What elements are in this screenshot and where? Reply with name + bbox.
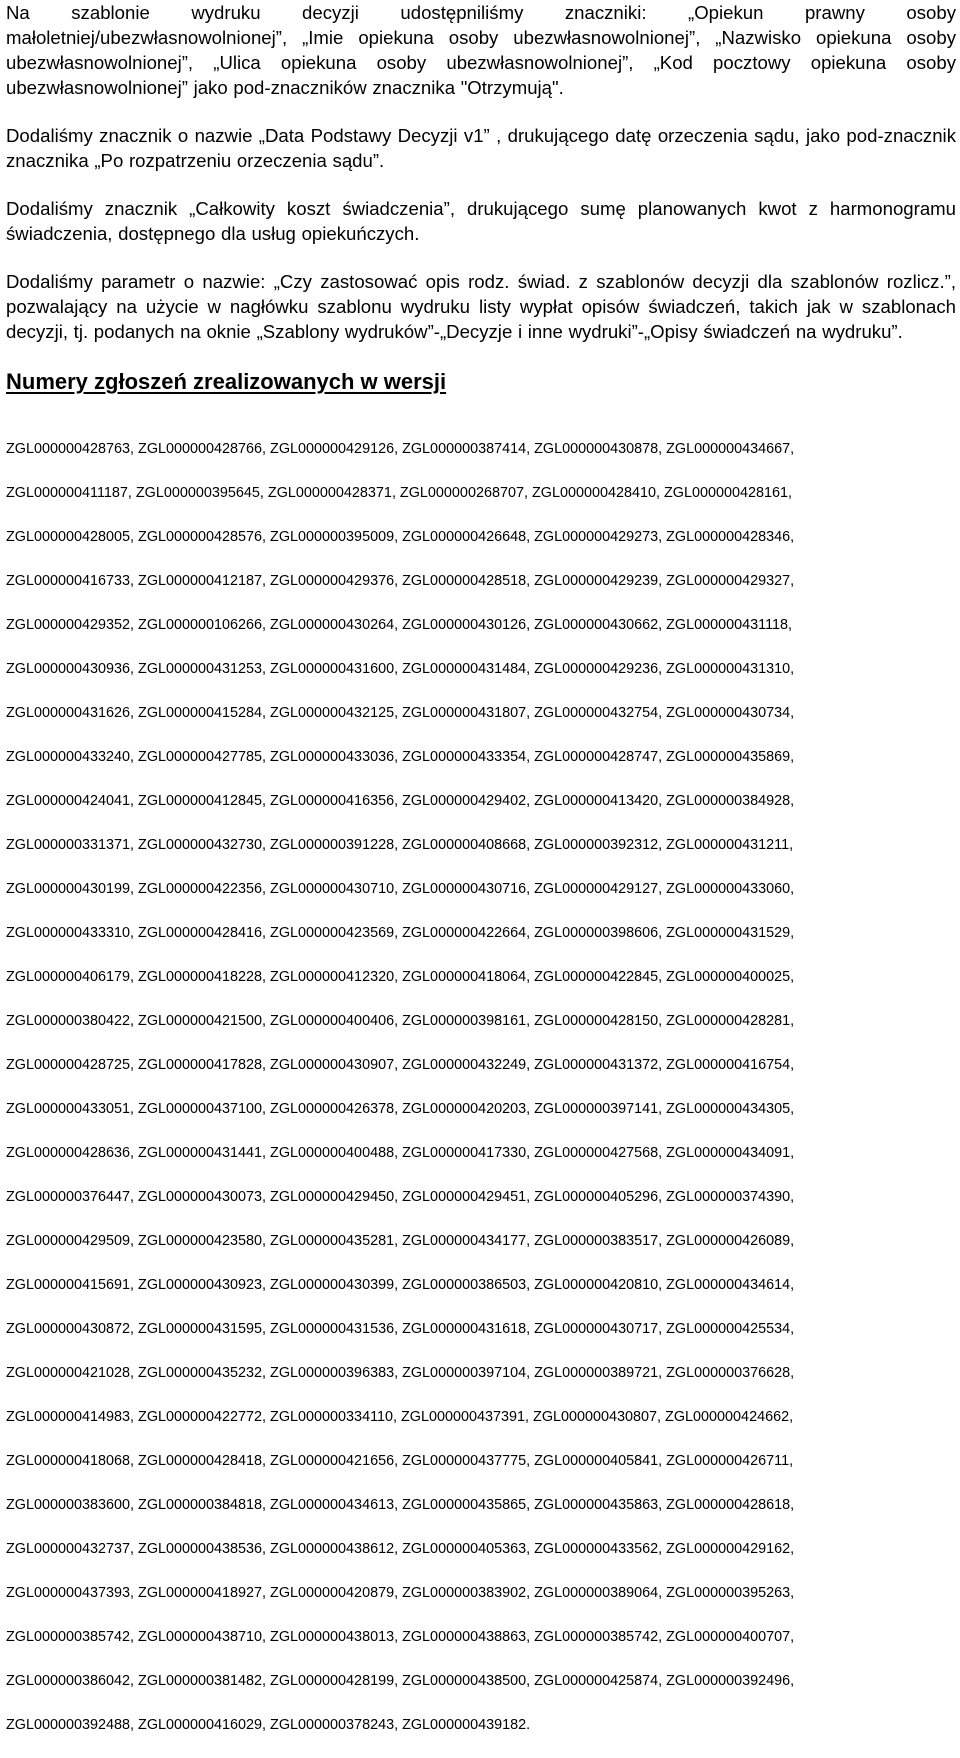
ticket-line: ZGL000000386042, ZGL000000381482, ZGL000000428199, ZGL000000438500, ZGL000000425874, ZGL000000392496, [6,1673,795,1689]
ticket-line: ZGL000000376447, ZGL000000430073, ZGL000000429450, ZGL000000429451, ZGL000000405296, ZGL000000374390, [6,1189,795,1205]
paragraph-decision-date-tag: Dodaliśmy znacznik o nazwie „Data Podstawy Decyzji v1” , drukującego datę orzeczenia sądu, jako pod-znacznik znacznika „Po rozpatrzeniu orzeczenia sądu”. [6,125,956,171]
ticket-line: ZGL000000414983, ZGL000000422772, ZGL000000334110, ZGL000000437391, ZGL000000430807, ZGL000000424662, [6,1409,794,1425]
ticket-line: ZGL000000428725, ZGL000000417828, ZGL000000430907, ZGL000000432249, ZGL000000431372, ZGL000000416754, [6,1057,795,1073]
section-heading-ticket-numbers: Numery zgłoszeń zrealizowanych w wersji [6,369,447,394]
ticket-line: ZGL000000430872, ZGL000000431595, ZGL000000431536, ZGL000000431618, ZGL000000430717, ZGL000000425534, [6,1321,795,1337]
ticket-line: ZGL000000429352, ZGL000000106266, ZGL000000430264, ZGL000000430126, ZGL000000430662, ZGL000000431118, [6,617,793,633]
ticket-line: ZGL000000331371, ZGL000000432730, ZGL000000391228, ZGL000000408668, ZGL000000392312, ZGL000000431211, [6,837,794,853]
ticket-line: ZGL000000415691, ZGL000000430923, ZGL000000430399, ZGL000000386503, ZGL000000420810, ZGL000000434614, [6,1277,795,1293]
ticket-line: ZGL000000428005, ZGL000000428576, ZGL000000395009, ZGL000000426648, ZGL000000429273, ZGL000000428346, [6,529,795,545]
paragraph-description-parameter: Dodaliśmy parametr o nazwie: „Czy zastosować opis rodz. świad. z szablonów decyzji dla szablonów rozlicz.”, pozwalający na użycie w nagłówku szablonu wydruku listy wypłat opisów świadczeń, takich jak w szablonach decyzji, tj. podanych na oknie „Szablony wydruków”-„Decyzje i inne wydruki”-„Opisy świadczeń na wydruku”. [6,271,956,342]
paragraph-total-cost-tag: Dodaliśmy znacznik „Całkowity koszt świadczenia”, drukującego sumę planowanych kwot z harmonogramu świadczenia, dostępnego dla usług opiekuńczych. [6,198,956,244]
ticket-line: ZGL000000430199, ZGL000000422356, ZGL000000430710, ZGL000000430716, ZGL000000429127, ZGL000000433060, [6,881,795,897]
ticket-line: ZGL000000416733, ZGL000000412187, ZGL000000429376, ZGL000000428518, ZGL000000429239, ZGL000000429327, [6,573,795,589]
ticket-line: ZGL000000383600, ZGL000000384818, ZGL000000434613, ZGL000000435865, ZGL000000435863, ZGL000000428618, [6,1497,795,1513]
ticket-line: ZGL000000432737, ZGL000000438536, ZGL000000438612, ZGL000000405363, ZGL000000433562, ZGL000000429162, [6,1541,795,1557]
ticket-line: ZGL000000433240, ZGL000000427785, ZGL000000433036, ZGL000000433354, ZGL000000428747, ZGL000000435869, [6,749,795,765]
ticket-line: ZGL000000437393, ZGL000000418927, ZGL000000420879, ZGL000000383902, ZGL000000389064, ZGL000000395263, [6,1585,795,1601]
ticket-line: ZGL000000428763, ZGL000000428766, ZGL000000429126, ZGL000000387414, ZGL000000430878, ZGL000000434667, [6,441,795,457]
ticket-line: ZGL000000421028, ZGL000000435232, ZGL000000396383, ZGL000000397104, ZGL000000389721, ZGL000000376628, [6,1365,795,1381]
ticket-line: ZGL000000431626, ZGL000000415284, ZGL000000432125, ZGL000000431807, ZGL000000432754, ZGL000000430734, [6,705,795,721]
ticket-line: ZGL000000406179, ZGL000000418228, ZGL000000412320, ZGL000000418064, ZGL000000422845, ZGL000000400025, [6,969,795,985]
ticket-line: ZGL000000428636, ZGL000000431441, ZGL000000400488, ZGL000000417330, ZGL000000427568, ZGL000000434091, [6,1145,795,1161]
ticket-line: ZGL000000433310, ZGL000000428416, ZGL000000423569, ZGL000000422664, ZGL000000398606, ZGL000000431529, [6,925,795,941]
ticket-line: ZGL000000411187, ZGL000000395645, ZGL000000428371, ZGL000000268707, ZGL000000428410, ZGL000000428161, [6,485,793,501]
ticket-line: ZGL000000380422, ZGL000000421500, ZGL000000400406, ZGL000000398161, ZGL000000428150, ZGL000000428281, [6,1013,795,1029]
ticket-line: ZGL000000418068, ZGL000000428418, ZGL000000421656, ZGL000000437775, ZGL000000405841, ZGL000000426711, [6,1453,794,1469]
ticket-number-list [6,416,956,1758]
ticket-line: ZGL000000392488, ZGL000000416029, ZGL000000378243, ZGL000000439182. [6,1717,531,1733]
ticket-line: ZGL000000433051, ZGL000000437100, ZGL000000426378, ZGL000000420203, ZGL000000397141, ZGL000000434305, [6,1101,795,1117]
ticket-line: ZGL000000429509, ZGL000000423580, ZGL000000435281, ZGL000000434177, ZGL000000383517, ZGL000000426089, [6,1233,795,1249]
paragraph-guardian-tags: Na szablonie wydruku decyzji udostępniliśmy znaczniki: „Opiekun prawny osoby małoletniej/ubezwłasnowolnionej”, „Imie opiekuna osoby ubezwłasnowolnionej”, „Nazwisko opiekuna osoby ubezwłasnowolnionej”, „Ulica opiekuna osoby ubezwłasnowolnionej”, „Kod pocztowy opiekuna osoby ubezwłasnowolnionej” jako pod-znaczników znacznika "Otrzymują". [6,2,956,98]
ticket-line: ZGL000000430936, ZGL000000431253, ZGL000000431600, ZGL000000431484, ZGL000000429236, ZGL000000431310, [6,661,795,677]
ticket-line: ZGL000000424041, ZGL000000412845, ZGL000000416356, ZGL000000429402, ZGL000000413420, ZGL000000384928, [6,793,795,809]
ticket-line: ZGL000000385742, ZGL000000438710, ZGL000000438013, ZGL000000438863, ZGL000000385742, ZGL000000400707, [6,1629,795,1645]
